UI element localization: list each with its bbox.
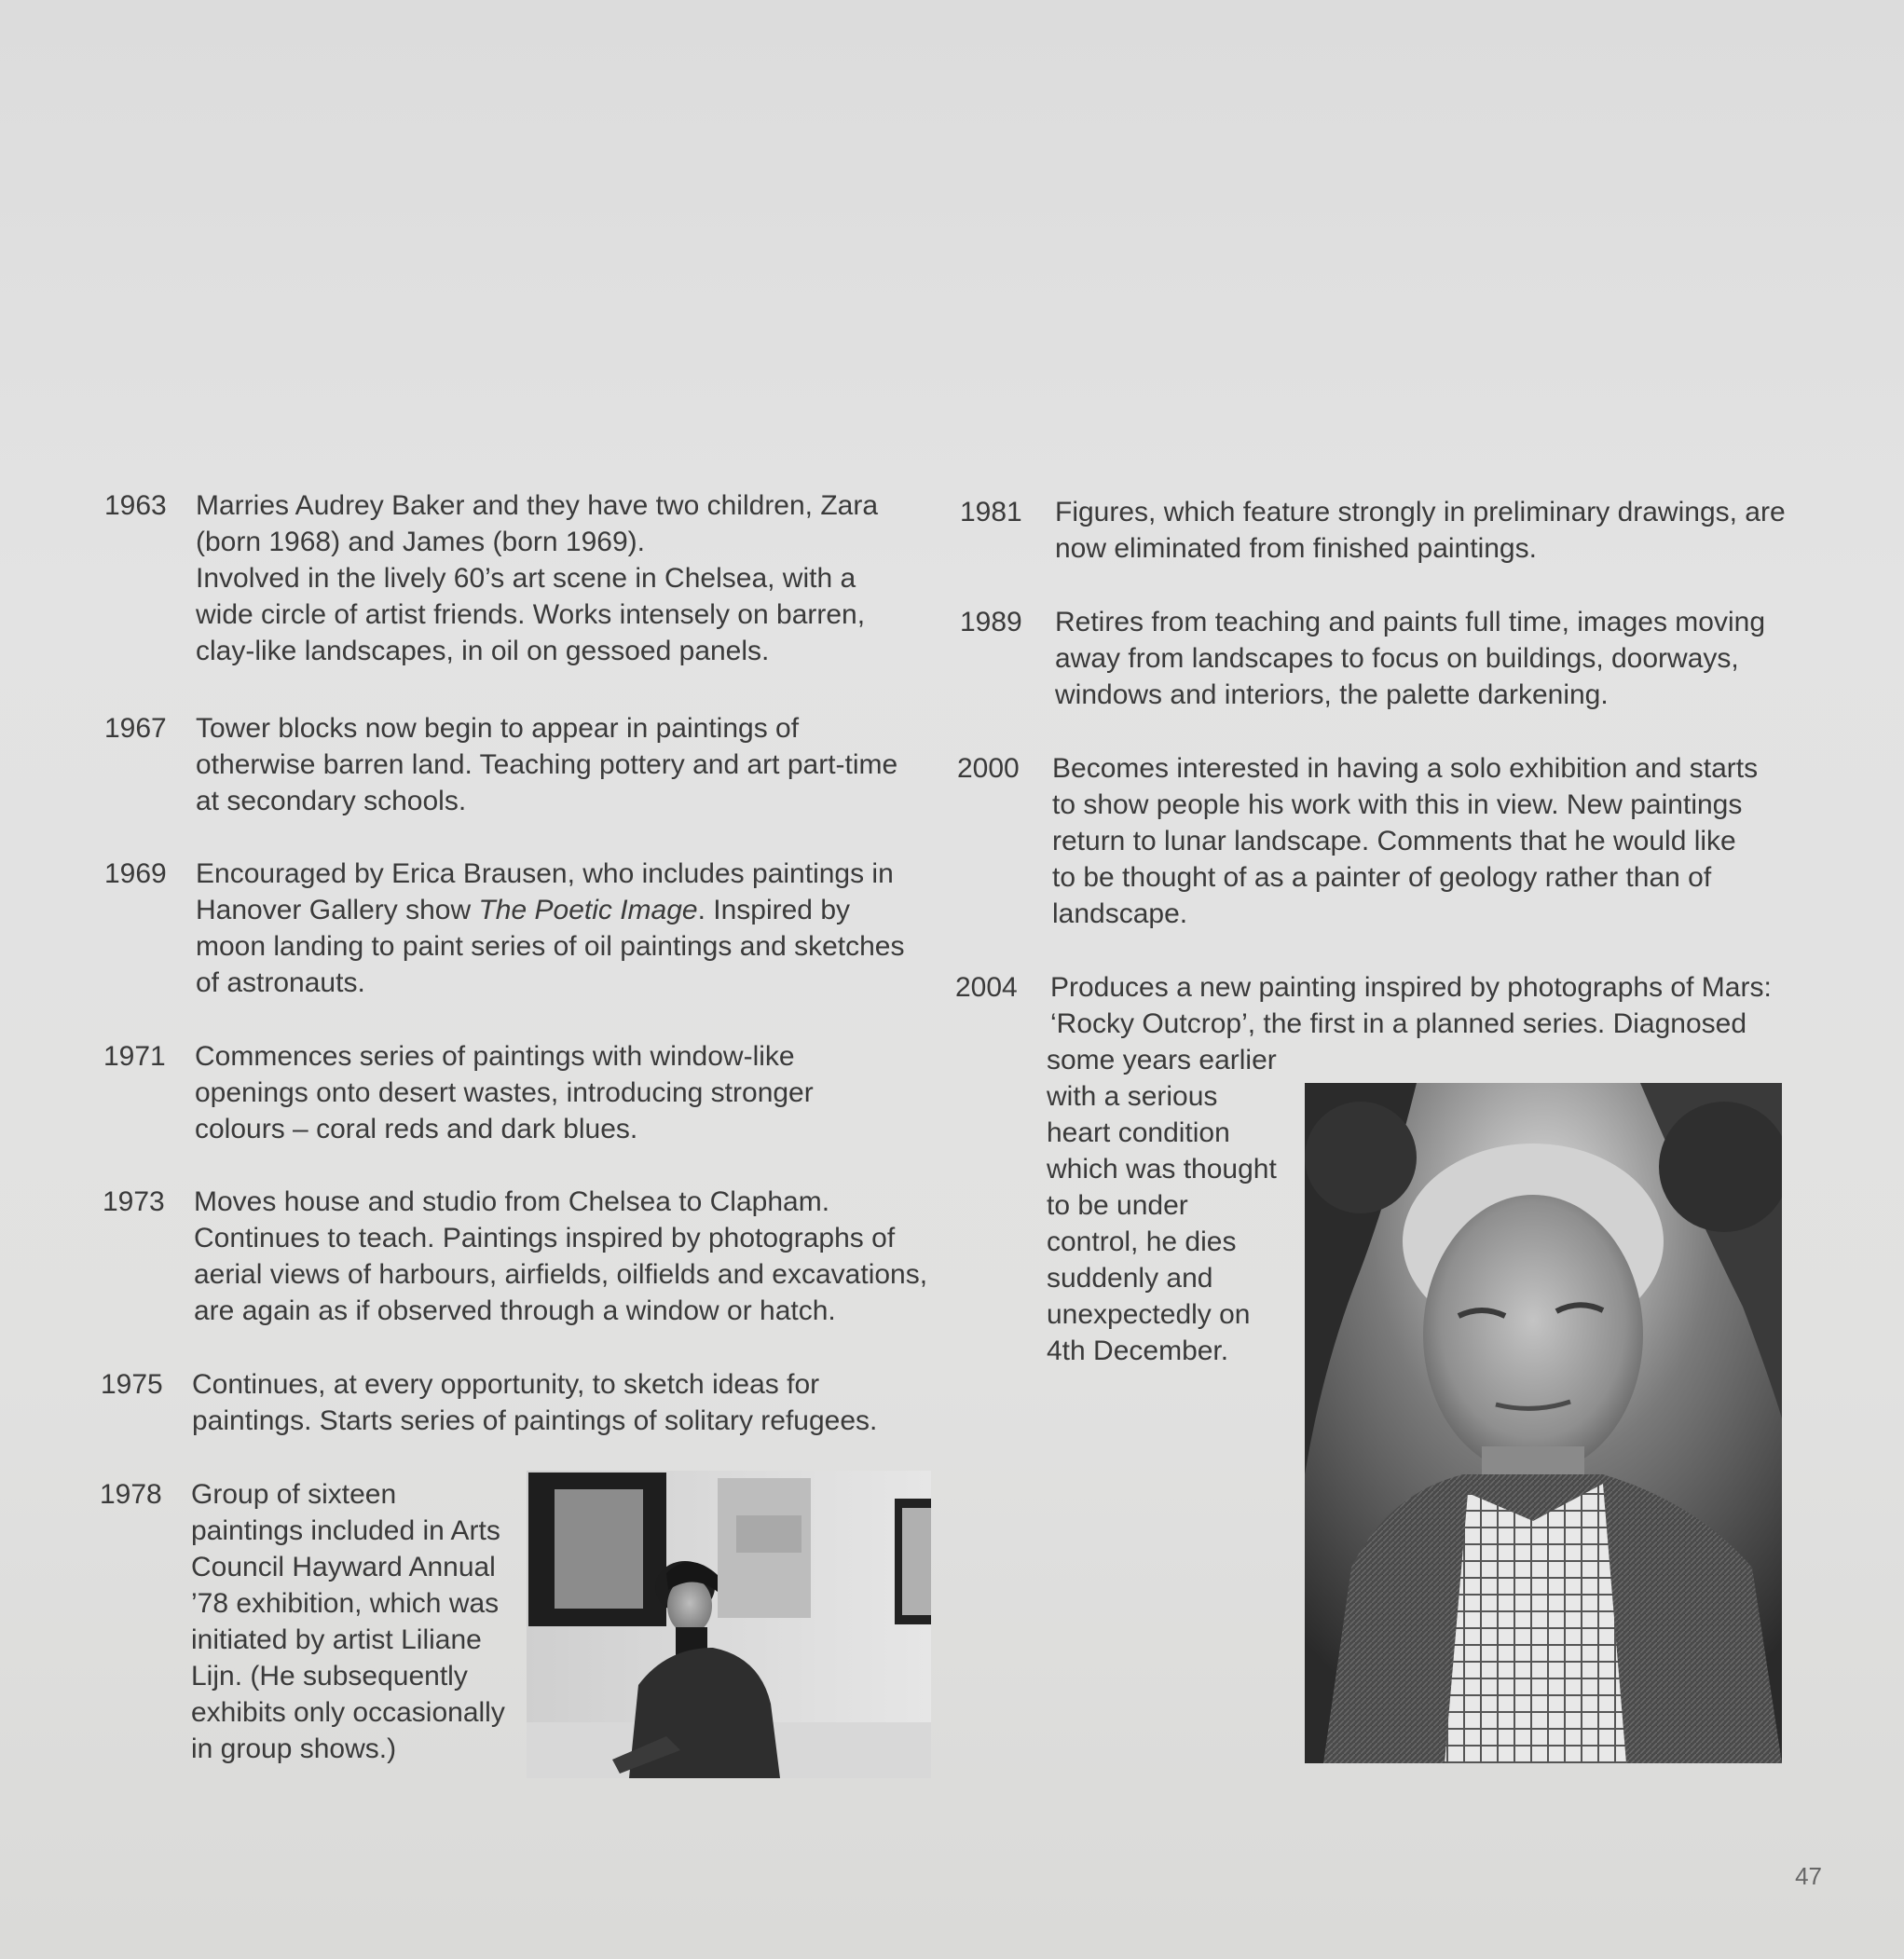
entry-line: to be thought of as a painter of geology rather than of xyxy=(1052,862,1712,893)
entry-line: Moves house and studio from Chelsea to Clapham. xyxy=(194,1186,830,1217)
entry-line: 4th December. xyxy=(1047,1336,1229,1366)
entry-text xyxy=(1052,750,1826,932)
entry-year: 1969 xyxy=(104,858,167,889)
entry-line: return to lunar landscape. Comments that he would like xyxy=(1052,826,1736,856)
entry-text xyxy=(196,856,941,1001)
entry-line: paintings. Starts series of paintings of solitary refugees. xyxy=(192,1405,878,1436)
entry-line: to show people his work with this in view. New paintings xyxy=(1052,789,1743,820)
entry-text xyxy=(191,1476,527,1767)
entry-year: 1975 xyxy=(101,1369,163,1400)
entry-year: 2000 xyxy=(957,753,1020,784)
entry-line: unexpectedly on xyxy=(1047,1299,1251,1330)
entry-line: aerial views of harbours, airfields, oilfields and excavations, xyxy=(194,1259,928,1290)
portrait-photograph xyxy=(1305,1083,1782,1763)
entry-line: Involved in the lively 60’s art scene in Chelsea, with a xyxy=(196,563,856,594)
entry-line: colours – coral reds and dark blues. xyxy=(195,1114,638,1144)
entry-year: 2004 xyxy=(955,972,1018,1003)
entry-line: of astronauts. xyxy=(196,967,365,998)
entry-text xyxy=(196,710,941,819)
entry-line: heart condition xyxy=(1047,1117,1230,1148)
entry-text xyxy=(1055,494,1829,567)
entry-line: Retires from teaching and paints full time, images moving xyxy=(1055,607,1766,637)
gallery-photograph xyxy=(527,1471,931,1778)
entry-line: Becomes interested in having a solo exhibition and starts xyxy=(1052,753,1759,784)
entry-line: Tower blocks now begin to appear in paintings of xyxy=(196,713,800,744)
entry-line: control, he dies xyxy=(1047,1226,1237,1257)
entry-line: wide circle of artist friends. Works intensely on barren, xyxy=(196,599,866,630)
entry-line: Produces a new painting inspired by photographs of Mars: xyxy=(1050,972,1772,1003)
entry-line: ‘Rocky Outcrop’, the first in a planned series. Diagnosed xyxy=(1050,1008,1747,1039)
entry-line: with a serious xyxy=(1047,1081,1218,1112)
entry-line: at secondary schools. xyxy=(196,786,467,816)
gallery-photograph-image xyxy=(527,1471,931,1778)
entry-line-part: Hanover Gallery show xyxy=(196,895,479,925)
entry-year: 1971 xyxy=(103,1041,166,1072)
entry-line: openings onto desert wastes, introducing stronger xyxy=(195,1077,814,1108)
entry-line-part: . Inspired by xyxy=(697,895,851,925)
entry-text-continued xyxy=(1047,1042,1298,1369)
entry-line: Council Hayward Annual xyxy=(191,1552,496,1582)
entry-year: 1981 xyxy=(960,497,1022,527)
entry-line: Lijn. (He subsequently xyxy=(191,1661,468,1692)
entry-line: to be under xyxy=(1047,1190,1188,1221)
entry-line: windows and interiors, the palette darkening. xyxy=(1055,679,1609,710)
entry-line: (born 1968) and James (born 1969). xyxy=(196,527,645,557)
entry-text xyxy=(194,1184,939,1329)
entry-year: 1989 xyxy=(960,607,1022,637)
entry-line: now eliminated from finished paintings. xyxy=(1055,533,1537,564)
entry-line: Continues, at every opportunity, to sketch ideas for xyxy=(192,1369,820,1400)
entry-line: exhibits only occasionally xyxy=(191,1697,505,1728)
entry-line: Encouraged by Erica Brausen, who includes paintings in xyxy=(196,858,894,889)
entry-line: Continues to teach. Paintings inspired by photographs of xyxy=(194,1223,896,1253)
entry-text xyxy=(195,1038,940,1147)
entry-year: 1967 xyxy=(104,713,167,744)
entry-line: otherwise barren land. Teaching pottery and art part-time xyxy=(196,749,898,780)
entry-line: some years earlier xyxy=(1047,1045,1277,1075)
entry-line: are again as if observed through a window or hatch. xyxy=(194,1295,836,1326)
entry-line: which was thought xyxy=(1047,1154,1277,1185)
entry-text xyxy=(1055,604,1829,713)
entry-year: 1978 xyxy=(100,1479,162,1510)
entry-text xyxy=(1050,969,1824,1042)
page-number: 47 xyxy=(1795,1862,1822,1890)
entry-line: initiated by artist Liliane xyxy=(191,1624,482,1655)
entry-line: in group shows.) xyxy=(191,1733,397,1764)
portrait-photograph-image xyxy=(1305,1083,1782,1763)
entry-line: Commences series of paintings with window-like xyxy=(195,1041,795,1072)
entry-line: ’78 exhibition, which was xyxy=(191,1588,500,1619)
entry-text xyxy=(196,487,941,669)
entry-line: suddenly and xyxy=(1047,1263,1213,1294)
entry-text xyxy=(192,1366,938,1439)
entry-line: Marries Audrey Baker and they have two children, Zara xyxy=(196,490,879,521)
entry-line: clay-like landscapes, in oil on gessoed panels. xyxy=(196,636,770,666)
entry-line: Group of sixteen xyxy=(191,1479,397,1510)
entry-line: away from landscapes to focus on buildings, doorways, xyxy=(1055,643,1739,674)
exhibition-title: The Poetic Image xyxy=(478,895,698,925)
entry-year: 1963 xyxy=(104,490,167,521)
entry-line xyxy=(196,892,941,928)
entry-line: moon landing to paint series of oil paintings and sketches xyxy=(196,931,905,962)
entry-line: landscape. xyxy=(1052,898,1188,929)
entry-line: paintings included in Arts xyxy=(191,1515,500,1546)
entry-year: 1973 xyxy=(103,1186,165,1217)
entry-line: Figures, which feature strongly in preliminary drawings, are xyxy=(1055,497,1786,527)
